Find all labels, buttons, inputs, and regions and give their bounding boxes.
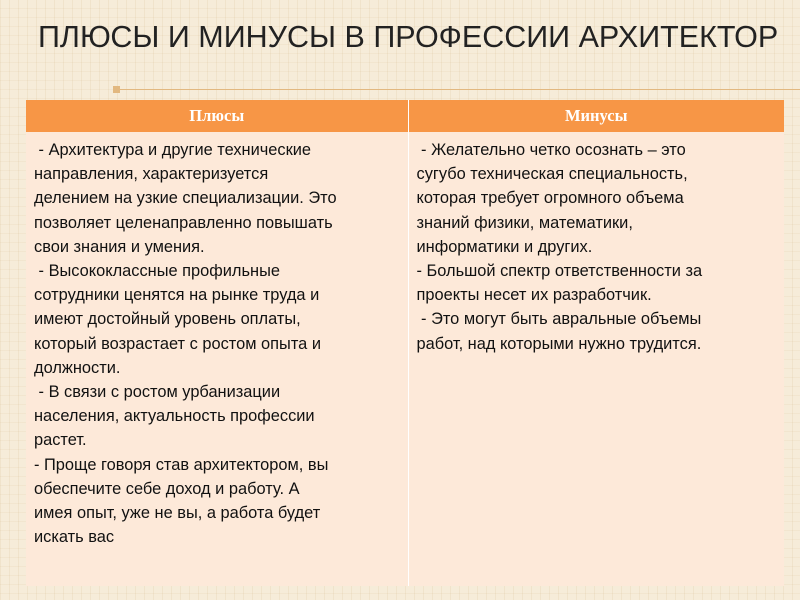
cons-line: проекты несет их разработчик. [416, 286, 652, 305]
pros-line: - Высококлассные профильные [34, 262, 280, 281]
cons-line: работ, над которыми нужно трудится. [416, 334, 702, 353]
title-rule-marker [113, 86, 120, 93]
cons-line: знаний физики, математики, [416, 213, 633, 232]
table-body-row [26, 132, 784, 586]
pros-line: населения, актуальность профессии [34, 407, 315, 426]
pros-line: свои знания и умения. [34, 237, 205, 256]
table-header-row [26, 100, 784, 132]
pros-line: растет. [34, 431, 87, 450]
pros-line: сотрудники ценятся на рынке труда и [34, 286, 320, 305]
cons-line: - Большой спектр ответственности за [416, 262, 703, 281]
pros-line: должности. [34, 358, 121, 377]
cons-line: - Это могут быть авральные объемы [416, 310, 702, 329]
cons-line: сугубо техническая специальность, [416, 165, 688, 184]
pros-cons-table [26, 100, 784, 586]
pros-cell [26, 132, 408, 586]
pros-line: обеспечите себе доход и работу. А [34, 479, 300, 498]
cons-line: информатики и других. [416, 237, 593, 256]
pros-line: имея опыт, уже не вы, а работа будет [34, 504, 321, 523]
pros-header: Плюсы [26, 100, 408, 132]
cons-cell [408, 132, 784, 586]
pros-line: - Проще говоря став архитектором, вы [34, 455, 329, 474]
cons-line: - Желательно четко осознать – это [416, 141, 686, 159]
slide-title: ПЛЮСЫ И МИНУСЫ В ПРОФЕССИИ АРХИТЕКТОР [38, 20, 779, 54]
pros-line: который возрастает с ростом опыта и [34, 334, 321, 353]
pros-line: направления, характеризуется [34, 165, 269, 184]
pros-line: - Архитектура и другие технические [34, 141, 312, 159]
pros-line: имеют достойный уровень оплаты, [34, 310, 301, 329]
pros-line: - В связи с ростом урбанизации [34, 383, 281, 402]
pros-line: делением на узкие специализации. Это [34, 189, 337, 208]
title-rule-line [120, 89, 800, 90]
cons-line: которая требует огромного объема [416, 189, 684, 208]
pros-line: позволяет целенаправленно повышать [34, 213, 333, 232]
pros-line: искать вас [34, 528, 115, 547]
cons-header: Минусы [408, 100, 784, 132]
